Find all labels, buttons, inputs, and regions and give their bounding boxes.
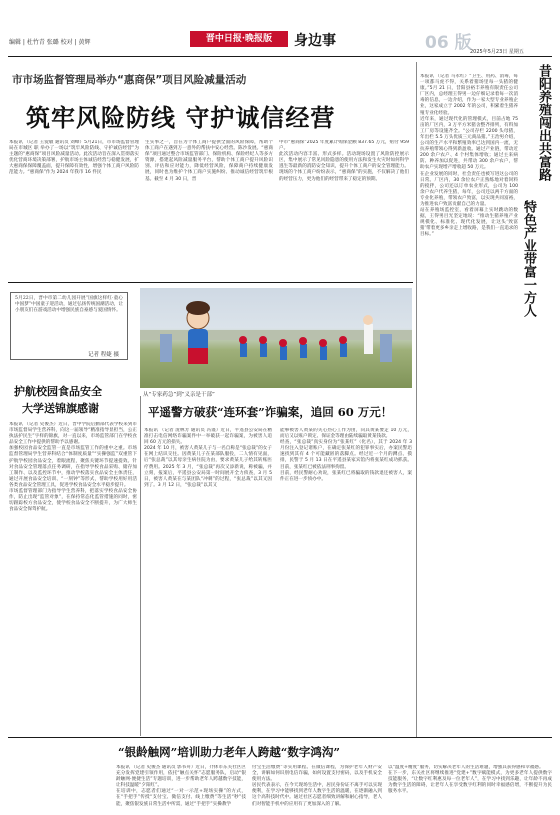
police-title: 平遥警方破获“连环套”诈骗案，追回 60 万元！ xyxy=(148,405,393,419)
bottom-col-2: 付宝生活缴费”等实用课程。在微信课程，为保护老年人财产安全，讲解如何识别电信诈骗，如何设置支付密码，以及手机安全使用方法。 居民代表表示，在今天现场生活中，居民身份证不离手可以实现便利，在学习中能够找到老年人数字生活的温暖，在逐渐融入到这个高科技时代中。通过社区志愿者细致讲解和耐心指导，老人们对智能手机中的应用有了更加深入的了解。 xyxy=(252,765,382,807)
right-vtitle-1: 昔阳养殖闯出共富路 xyxy=(536,64,551,181)
photo-note-text: 5月22日，晋中市第二幼儿园开展“国旗这样红·童心中国梦”中国童子迎活动，通过弘扬传统国潮活动，让小朋友们在游戏活动中增强民族自豪感与爱国情怀。 xyxy=(15,296,124,314)
police-col-2: 能够被害人黄某的关心热心工作为由，向其黄某要走 10 万元，而后又以账户锁定、保证金等理由陆续骗取黄某钱款。 经查，“张总裁”真实身份为“张某红”（化名），其于 2024 年 3 月份注入登记诸账户，在确定张某红的犯罪事实后，办案民警迅速找到其有 4 个可能藏匿的落脚点。经过近一个月的蹲点、摸排，民警于 5 月 13 日在平遥县某家宾馆内将张某红成功抓获。目前，张某红已被依法刑事拘留。 目前，经民警耐心劝说，张某红已将骗取的钱款退还被害人，案件正在进一步侦办中。 xyxy=(280,428,412,482)
lead-col-3: 中市“惠商保”2025 年度累计购保金额 837.65 万元，赔付 959 户。 此次活动内容丰富、形式多样。活动现场设置了风险防控展示区，集中展示了常见风险隐患的使用方法和发生火灾时如何科学逃生等最新的消防安全知识，提升个体工商户的安全管理能力。现场的个体工商户纷纷表示，“惠商保”的实施，不仅解决了他们的经营压力，更为他们的经营带来了稳定的预期。 xyxy=(279,140,409,182)
right-vtitle-2: 特色产业带富一方人 xyxy=(521,200,536,317)
bottom-col-3: 以“温度+精度”服务，切实解决老年人的生活难题，增强其获得感和幸福感。 在下一步，东关社区将继续推进“党建+”数字赋能模式，为更多老年人提供数字技能服务，“让数字红利惠及每一位老年人”，在学习中找到乐趣，让年龄不再成为数字生活的障碍，让老年人在享受数字红利的同时幸福感倍增，不断提升为民服务水平。 xyxy=(388,765,552,795)
lead-col-2: 生实事之一，旨在为个体工商户提供全面的风险保障，帮助个体工商户在遇到万一意外的帮扶中安心经营。陈沙发展。“惠商保”项目通过整合市场监管部门、保险机构、保险经纪人等多方资源，搭建起风险减量服务平台，帮助个体工商户提升风险识别、评估和应对能力，降低经营风险，保障商户持续健康发展，同时也为维护个体工商户实施纠纷、推动诚信经营筑牢根基。截至 4 月 30 日，晋 xyxy=(145,140,273,182)
left-story-title-2: 大学送锦旗感谢 xyxy=(22,402,99,415)
issue-date: 2025年5月23日 星期五 xyxy=(470,49,524,55)
photo-note-box xyxy=(10,292,128,360)
lead-col-1: 本报讯 （记者 王爱敏 通讯员 刘峰）5月21日，市市场监督管理局在市城区 职 举办了一场以“筑牢风险防线、守护诚信经营”为主题的“惠商保”项目风险减量活动。此次活动旨在深入贯彻落实优化营商环境决策部署，护航市场主体诚信经营与稳健发展，扩大惠商保保障覆盖面，提升保障有效性，增强个体工商户风险防范能力。“惠商保”作为 2024 年我市 16 件民 xyxy=(9,140,139,176)
masthead-text: 晋中日报·晚报版 xyxy=(205,34,273,44)
left-story-text: 本报讯 （记者 史俊杰）近日，晋中学院后勤部代表学校来到市市场监督局学生营养科，向这一届领导“精准指导显担当，公正执法护民生”字样的锦旗，对一直以来，市场监管部门在学校食品安全工作中提供的帮助予以感谢。 加强校园食品安全监管一直是市场监管工作的重中之重。市场监督管理局学生营养科结合“体制度质量”“实操强监”双重管下护航学校园食品安全，着眼流程，聚焦关键环节提速提效。针对食品安全管理落点任务调研，在指导学校食品采购、储存加工制作、以及监控环节中，推动学校落实食品安全主体责任，通过开展食品安全培训、“一刻钟”等形式，帮助学校用好用活各类食品安全管理工具，促进学校食品安全水平稳步提升。 市场监督管理部门为指导学生营养科，把落实学校食品安全协作，防止出现“监管对象”，在保持常态化监管措施的同时，密切跟踪校方食品安全，使学校食品安全不断提升，为广大师生食品安全保驾护航。 xyxy=(9,422,137,513)
section-title: 身边事 xyxy=(294,33,336,49)
news-photo xyxy=(140,288,412,388)
lead-title: 筑牢风险防线 守护诚信经营 xyxy=(26,103,336,132)
photo-scene xyxy=(140,288,412,388)
bottom-title: “银龄触网”培训助力老年人跨越“数字鸿沟” xyxy=(118,745,340,759)
lead-kicker: 市市场监督管理局举办“惠商保”项目风险减量活动 xyxy=(12,74,247,86)
right-story-text: 本报讯 （记者 马永红）“卫生、用药、消毒，每一项都马虎不得，关系着猪场里每一头猪的健康。”5月 21 日，昔阳县裕丰养殖有限责任公司厂区内，总经理王得男一边仔细记录着每一次消毒的信息，一边介绍，作为一家大型专业养殖企业，这家成立于 2002 年的公司，积累着生猪养殖专业化经验。 近年来，通过现代化的管理模式，目前占地 75 亩的厂区内，3 万平方米猪舍整齐排列，有料加工厂房等设施齐全。“公司存栏 2200 头母猪，年出栏 5.5 万头优质三元商品猪。”王治男介绍，公司的生产水平和繁殖效率已达到国内一流，无抗养殖带领心得到新盈收。通过产业链，带动近 200 余户农户、4 个村集体增收；通过主来病防、种养加以促进，共带动 300 余户农户，帮助农户实现增产增收超 50 万元。 在企业发展的同时，社会责任也被写进这公司的日常。厂区内，30 余位农户正熟练地对着饲料的搅拌，公司还以订单农业形式，公司为 100 余户农户代养生猪，每年，公司还以两千方面的专业化养殖，带领农户致富，以实现共同富裕，为推进农户致富贡献自己的力量。 站在养殖场监控室，看着屏幕上实时跳动的数据，王得男目光坚定地说：“推动生猪养殖产业规模化、标准化、现代化发展，让这头‘致富猪’带着更多乡亲走上增收路，是我们一直追求的目标。” xyxy=(420,74,518,238)
masthead-logo xyxy=(190,31,288,47)
police-col-1: 本报讯 （记者 庞林芳 通讯员 冯谨）近日，平遥县公安局在精准打击电信网络诈骗案件中一举破获一起诈骗案，为被害人追回 60 万元的损失。 2024 年 10 月，被害人黄某儿子与一名自称是“张总裁”的女子在网上结识交往。因黄某儿子在某部队服役，二人情有见面，后“张总裁”以其母亲生病住院为由，要求黄某儿子给其转账医疗费用。2025 年 3 月，“张总裁”再次又添新说，称被骗，并立刻，报案后，平遥县公安局第一时间展开全力侦查，3 月 5 日，被害人黄某在与某团队“冲刺”的过程，“张总裁”以其又因到了。3 月 12 日，“张总裁”以其又 xyxy=(144,428,272,488)
editor-line: 编辑 | 杜竹青 张璐 校对 | 黄辉 xyxy=(9,39,91,46)
left-story-title-1: 护航校园食品安全 xyxy=(14,385,102,398)
photo-caption-kicker: 从“专家药急”到“义亲是干部” xyxy=(143,392,215,398)
bottom-col-1: 本报讯 （记者 史俊杰 通讯员 郭书舟）近日，介休市东关社区区充分发挥党建引领作用，依托“触点关怀”志愿服务队，启动“银龄触网·便捷生活”专题培训，进一步帮助老年人跨越数字技能，让科技温暖“夕阳红”。 在培训中，志愿者们通过“一对一示范+现场实操”的方式，在“手把手”传授“支付宝、微信支付、线上缴费”等生活“秒”技能，聚焦银发族日常生活中所需，通过“手把手”实操教学 xyxy=(116,765,246,807)
page-number: 06 版 xyxy=(425,33,472,53)
photo-credit: 记者 程婕 摄 xyxy=(88,352,119,358)
